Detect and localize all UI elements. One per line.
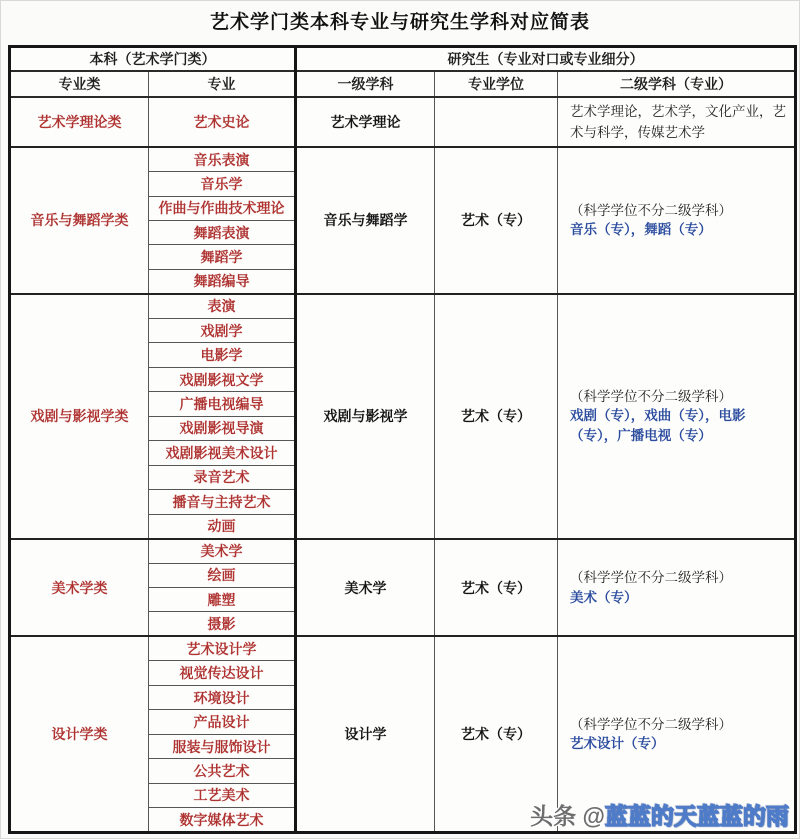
second-level-cell [558,147,796,294]
table-header-columns [10,71,796,96]
first-level-cell: 美术学 [296,539,435,637]
col-header-degree: 专业学位 [435,71,558,96]
major-cell: 音乐表演 [149,147,296,171]
major-cell: 产品设计 [149,710,296,734]
major-cell: 电影学 [149,343,296,367]
category-cell: 艺术学理论类 [10,97,149,147]
first-level-cell: 戏剧与影视学 [296,294,435,539]
first-level-cell: 音乐与舞蹈学 [296,147,435,294]
second-level-note: 艺术学理论，艺术学，文化产业，艺术与科学，传媒艺术学 [570,104,786,141]
first-level-cell: 艺术学理论 [296,97,435,147]
header-grad: 研究生（专业对口或专业细分） [296,47,796,72]
major-cell: 动画 [149,514,296,538]
table-row [10,636,796,660]
degree-cell: 艺术（专） [435,294,558,539]
second-level-cell [558,539,796,637]
category-cell: 音乐与舞蹈学类 [10,147,149,294]
table-row [10,294,796,318]
second-level-cell [558,294,796,539]
major-cell: 作曲与作曲技术理论 [149,196,296,220]
degree-cell [435,97,558,147]
second-level-cell [558,636,796,832]
col-header-major-category: 专业类 [10,71,149,96]
header-undergrad: 本科（艺术学门类） [10,47,296,72]
major-cell: 广播电视编导 [149,392,296,416]
degree-cell: 艺术（专） [435,147,558,294]
col-header-second-level: 二级学科（专业） [558,71,796,96]
category-cell: 美术学类 [10,539,149,637]
major-cell: 工艺美术 [149,783,296,807]
major-cell: 戏剧影视文学 [149,367,296,391]
major-cell: 舞蹈学 [149,245,296,269]
major-cell: 表演 [149,294,296,318]
major-cell: 数字媒体艺术 [149,808,296,833]
second-level-majors: 音乐（专），舞蹈（专） [570,222,712,238]
second-level-majors: 美术（专） [570,589,638,605]
degree-cell: 艺术（专） [435,636,558,832]
major-cell: 戏剧学 [149,318,296,342]
correspondence-table [8,45,797,834]
major-cell: 美术学 [149,539,296,563]
degree-cell: 艺术（专） [435,539,558,637]
page-title: 艺术学门类本科专业与研究生学科对应简表 [209,12,590,33]
major-cell: 戏剧影视导演 [149,416,296,440]
second-level-note: （科学学位不分二级学科） [570,569,732,585]
major-cell: 公共艺术 [149,759,296,783]
major-cell: 戏剧影视美术设计 [149,441,296,465]
major-cell: 舞蹈编导 [149,269,296,293]
second-level-majors: 戏剧（专），戏曲（专），电影（专），广播电视（专） [570,408,746,443]
second-level-cell [558,97,796,147]
watermark-prefix: 头条 @ [530,803,605,829]
major-cell: 播音与主持艺术 [149,490,296,514]
major-cell: 艺术史论 [149,97,296,147]
table-row [10,539,796,563]
category-cell: 戏剧与影视学类 [10,294,149,539]
table-row [10,97,796,147]
major-cell: 音乐学 [149,172,296,196]
second-level-note: （科学学位不分二级学科） [570,388,732,404]
first-level-cell: 设计学 [296,636,435,832]
watermark-name: 蓝蓝的天蓝蓝的雨 [605,803,789,829]
second-level-majors: 艺术设计（专） [570,736,665,752]
col-header-first-level: 一级学科 [296,71,435,96]
table-row [10,147,796,171]
col-header-major: 专业 [149,71,296,96]
major-cell: 绘画 [149,563,296,587]
major-cell: 艺术设计学 [149,636,296,660]
major-cell: 服装与服饰设计 [149,734,296,758]
major-cell: 环境设计 [149,685,296,709]
major-cell: 摄影 [149,612,296,636]
major-cell: 雕塑 [149,588,296,612]
major-cell: 舞蹈表演 [149,220,296,244]
second-level-note: （科学学位不分二级学科） [570,202,732,218]
second-level-note: （科学学位不分二级学科） [570,716,732,732]
major-cell: 视觉传达设计 [149,661,296,685]
major-cell: 录音艺术 [149,465,296,489]
category-cell: 设计学类 [10,636,149,832]
table-header-top [10,47,796,72]
